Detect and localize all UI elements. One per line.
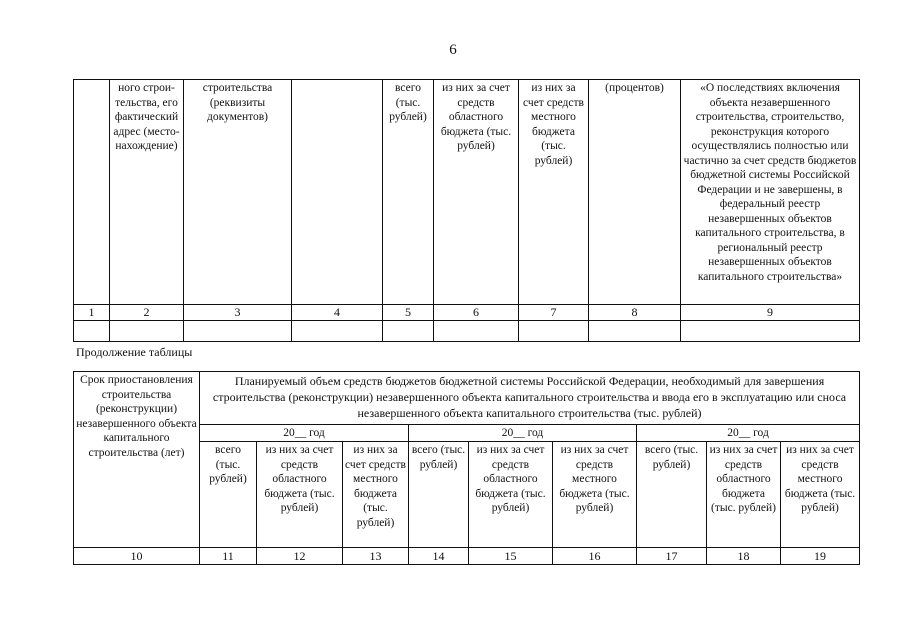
table1-header-cell [74,80,110,305]
subheader-cell: всего (тыс. рублей) [409,442,469,548]
column-number: 3 [184,305,292,321]
column-number: 9 [681,305,860,321]
column-number: 4 [292,305,383,321]
column-number: 2 [110,305,184,321]
column-number: 16 [553,548,637,565]
table-cell [292,321,383,342]
table1-empty-row [74,321,860,342]
table-cell [589,321,681,342]
table-cell [110,321,184,342]
subheader-cell: всего (тыс. рублей) [637,442,707,548]
table-cell [519,321,589,342]
term-header: Срок приостановления строительства (реконструкции) незавершенного объекта капитального строительства (лет) [74,372,200,548]
column-number: 8 [589,305,681,321]
table1-header-row [74,80,860,305]
column-number: 15 [469,548,553,565]
planned-volume-header: Планируемый объем средств бюджетов бюджетной системы Российской Федерации, необходимый для завершения строительства (реконструкции) незавершенного объекта капитального строительства и ввода его в эксплуатацию или сноса незавершенного объекта капитального строительства (тыс. рублей) [200,372,860,425]
table-cell [434,321,519,342]
column-number: 5 [383,305,434,321]
table1-header-cell: из них за счет средств областного бюджета (тыс. рублей) [434,80,519,305]
table1-header-cell: строительства (реквизиты документов) [184,80,292,305]
subheader-cell: из них за счет средств местного бюджета (тыс. рублей) [343,442,409,548]
table-cell [681,321,860,342]
column-number: 7 [519,305,589,321]
subheader-cell: из них за счет средств местного бюджета (тыс. рублей) [553,442,637,548]
column-number: 1 [74,305,110,321]
table1-header-cell: ного строи-тельства, его фактический адрес (место-нахождение) [110,80,184,305]
continuation-label: Продолжение таблицы [76,345,193,359]
column-number: 17 [637,548,707,565]
column-number: 14 [409,548,469,565]
table2-header-row [74,372,860,425]
table1-header-cell: (процентов) [589,80,681,305]
table-cell [74,321,110,342]
table2-column-numbers-row [74,548,860,565]
column-number: 19 [781,548,860,565]
subheader-cell: из них за счет средств областного бюджета (тыс. рублей) [469,442,553,548]
objects-table-part1 [73,79,860,342]
table1-column-numbers-row [74,305,860,321]
column-number: 12 [257,548,343,565]
page-number: 6 [449,42,457,58]
year-header: 20__ год [200,425,409,442]
column-number: 11 [200,548,257,565]
column-number: 18 [707,548,781,565]
objects-table-part2 [73,371,860,565]
subheader-cell: из них за счет средств областного бюджета (тыс. рублей) [257,442,343,548]
year-header: 20__ год [637,425,860,442]
table-cell [184,321,292,342]
table1-header-cell [292,80,383,305]
year-header: 20__ год [409,425,637,442]
column-number: 6 [434,305,519,321]
subheader-cell: из них за счет средств местного бюджета (тыс. рублей) [781,442,860,548]
table1-header-cell: из них за счет средств местного бюджета (тыс. рублей) [519,80,589,305]
table1-header-cell: «О последствиях включения объекта незавершенного строительства, строительство, реконструкция которого осуществлялись полностью или частично за счет средств бюджетов бюджетной системы Российской Федерации и не завершены, в федеральный реестр незавершенных объектов капитального строительства, в региональный реестр незавершенных объектов капитального строительства» [681,80,860,305]
column-number: 13 [343,548,409,565]
subheader-cell: из них за счет средств областного бюджета (тыс. рублей) [707,442,781,548]
table-cell [383,321,434,342]
subheader-cell: всего (тыс. рублей) [200,442,257,548]
column-number: 10 [74,548,200,565]
table1-header-cell: всего (тыс. рублей) [383,80,434,305]
